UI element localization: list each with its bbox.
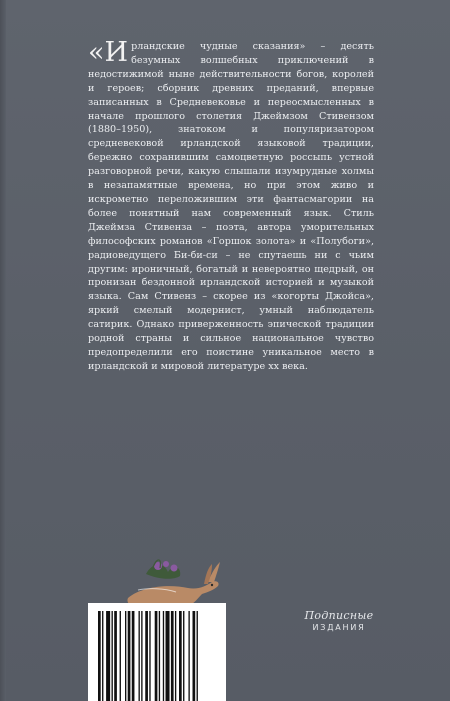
barcode bbox=[88, 603, 226, 701]
dropcap: «И bbox=[88, 37, 129, 68]
publisher-logo bbox=[296, 610, 382, 646]
blurb-text bbox=[88, 37, 374, 374]
barcode-bar bbox=[149, 611, 150, 701]
barcode-bar bbox=[145, 611, 148, 701]
barcode-bar bbox=[159, 611, 160, 701]
barcode-bar bbox=[102, 611, 103, 701]
publisher-logo-caps: ИЗДАНИЯ bbox=[312, 623, 366, 632]
barcode-bar bbox=[125, 611, 126, 701]
barcode-bar bbox=[171, 611, 174, 701]
barcode-bar bbox=[120, 611, 121, 701]
barcode-bar bbox=[193, 611, 196, 701]
barcode-bar bbox=[114, 611, 117, 701]
barcode-bar bbox=[98, 611, 101, 701]
barcode-bar bbox=[163, 611, 164, 701]
barcode-bar bbox=[197, 611, 198, 701]
barcode-bar bbox=[139, 611, 140, 701]
barcode-bar bbox=[106, 611, 110, 701]
barcode-bar bbox=[112, 611, 113, 701]
barcode-bar bbox=[175, 611, 176, 701]
barcode-bars bbox=[88, 603, 226, 701]
spine-edge bbox=[0, 0, 6, 701]
barcode-bar bbox=[183, 611, 184, 701]
barcode-bar bbox=[179, 611, 182, 701]
barcode-bar bbox=[132, 611, 135, 701]
barcode-bar bbox=[128, 611, 131, 701]
barcode-bar bbox=[188, 611, 189, 701]
barcode-bar bbox=[141, 611, 142, 701]
publisher-logo-script: Подписные bbox=[304, 609, 374, 622]
barcode-bar bbox=[166, 611, 170, 701]
blurb-body: рландские чудные сказания» – десять безумных волшебных приключений в недостижимой ныне действительности богов, королей и героев; сборник древних преданий, впервые записанных в Средневековье и переосмысленных в начале прошлого столетия Джеймзом Стивензом (1880–1950), знатоком и популяризатором средневековой ирландской языковой традиции, бережно сохранившим самоцветную россыпь устной разговорной речи, какую слышали изумрудные холмы в незапамятные времена, но при этом живо и искрометно переложившим эти фантасмагории на более понятный нам современный язык. Стиль Джеймза Стивенза – поэта, автора уморительных философских романов «Горшок золота» и «Полубоги», радиоведущего Би-би-си – не спутаешь ни с чьим другим: ироничный, богатый и невероятно щедрый, он пронизан бездонной ирландской историей и музыкой языка. Сам Стивенз – скорее из «когорты Джойса», яркий смелый модернист, умный наблюдатель сатирик. Однако приверженность эпической традиции родной страны и сильное национальное чувство предопределили его поистине уникальное место в ирландской и мировой литературе xx века. bbox=[88, 41, 374, 372]
barcode-bar bbox=[155, 611, 158, 701]
